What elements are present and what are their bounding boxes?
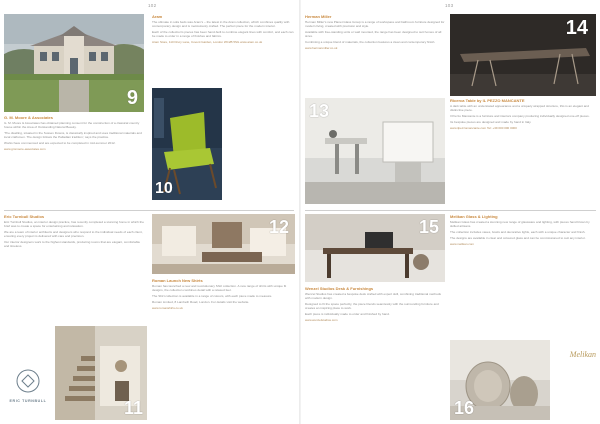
article-contact[interactable]: www.wenzelstudios.com [305, 317, 338, 322]
article-paragraph: Roman has launched a new and revolutionary Shirt collection. A new range of shirts with unique fit designs, the collection combines detail with a relaxed feel. [152, 284, 287, 293]
article-paragraph: Designed to fit the space perfectly, the piece blends seamlessly with the surrounding furniture and creates an inspiring place to work. [305, 302, 439, 311]
article-paragraph: The designs are available in clear and coloured glass and can be commissioned to suit any interior. [450, 235, 586, 240]
image-number: 12 [268, 217, 289, 237]
divider [305, 210, 596, 211]
romeo-article [152, 278, 295, 360]
article-title: Aram [152, 14, 163, 19]
article-paragraph: The Shirt collection is available in a range of colours, with each piece made to measure. [152, 294, 273, 299]
article-paragraph: A dark table with an understated appearance and a uniquely wrapped structure, this is an elegant and distinctive piece. [450, 104, 589, 113]
article-contact[interactable]: www.ilpezzomancante.com Tel: +39 000 000 0000 [450, 125, 517, 130]
image-number: 11 [123, 398, 143, 418]
ghezzi-article [450, 98, 596, 204]
image-number: 16 [454, 398, 475, 418]
stairs-photo [55, 326, 147, 420]
aram-article [152, 14, 294, 86]
article-paragraph: Its bespoke pieces are designed and made by hand in Italy. [450, 119, 532, 124]
article-title: Melikan Glass & Lighting [450, 214, 498, 219]
article-paragraph: Wenzel Studios has created a bespoke desk crafted with expert skill, combining traditional methods with modern design. [305, 292, 441, 301]
glass-photo [450, 340, 550, 420]
article-paragraph: The ultimate in sofa beds was Aram's – the latest in the Aram collection, which combines quality with contemporary design and is meticulously crafted. The perfect piece for the modern interior. [152, 20, 290, 29]
logo-text: ERIC TURNBULL [9, 399, 47, 403]
article-contact[interactable]: www.romanshirts.co.uk [152, 305, 183, 310]
image-number: 13 [309, 101, 330, 121]
ericturnbull-logo [4, 368, 52, 418]
melikan-logo: Melikan [569, 350, 596, 359]
right-page-number: 103 [445, 3, 454, 8]
melikan-article [450, 214, 596, 334]
ericturnbull-article [4, 214, 146, 326]
wenzel-article [305, 286, 445, 420]
article-paragraph: The collection includes vases, bowls and decorative lights, each with a unique character and finish. [450, 230, 586, 235]
article-contact[interactable]: www.gmmoore-associates.com [4, 146, 46, 151]
fermanmiller-article [305, 14, 445, 96]
page-gutter [299, 0, 301, 424]
house-illustration [4, 14, 144, 112]
article-paragraph: Each piece is individually made to order and finished by hand. [305, 312, 390, 317]
article-paragraph: 'The dwelling, situated in the Sussex Downs, is classically inspired and uses traditional materials and local craftsmen. The design follows the Palladian tradition,' says the practice. [4, 131, 142, 140]
article-contact[interactable]: www.melikan.com [450, 241, 475, 246]
ericturnbull-emblem-icon [15, 368, 41, 394]
desk-photo [305, 214, 445, 282]
article-title: Roman Launch New Shirts [152, 278, 203, 283]
divider [4, 210, 294, 211]
article-paragraph: Available with free-standing units or wall mounted, the range has been designed to suit homes of all sizes. [305, 30, 442, 39]
article-paragraph: Herman Miller's new Planet Glass Group is a range of workspace and bathroom furniture designed for modern living, created with precision and style. [305, 20, 445, 29]
article-title: G. M. Moore & Associates [4, 115, 53, 120]
article-title: Herman Miller [305, 14, 332, 19]
gmmoore-article [4, 115, 146, 207]
table-photo [450, 14, 596, 96]
article-paragraph: Eric Turnbull Studios, an interior design practice, has recently completed a stunning home in which the brief was to create a space for entertaining and relaxation. [4, 220, 144, 229]
article-paragraph: Our interior designers work to the highest standards, producing rooms that are elegant, comfortable and timeless. [4, 240, 141, 249]
chair-photo [152, 88, 222, 200]
interior-photo [152, 214, 295, 274]
article-paragraph: Melikan Glass has created a stunning new range of glassware and lighting, with pieces hand blown by skilled artisans. [450, 220, 590, 229]
image-number: 9 [126, 87, 138, 109]
article-paragraph: Il Pezzo Mancante is a furniture and interiors company producing individually designed one-off pieces. [450, 114, 590, 119]
article-paragraph: We are a team of interior architects and designers who respond to the individual needs of each client, ensuring every project is delivered with care and precision. [4, 230, 143, 239]
image-number: 15 [418, 217, 439, 237]
article-title: Ricerca Table by IL PEZZO MANCANTE [450, 98, 525, 103]
image-number: 10 [155, 180, 173, 197]
article-paragraph: Roman Limited, 8 Lambeth Road, London. For details visit the website. [152, 299, 250, 304]
article-title: Wenzel Studios Desk & Furnishings [305, 286, 374, 291]
article-paragraph: Each of the collection's pieces has been hand-built to combine elegant lines with comfort, and each can be made to order in a range of finishes and fabrics. [152, 30, 294, 39]
bathroom-photo [305, 98, 445, 204]
left-page-number: 102 [148, 3, 157, 8]
article-paragraph: Combining a unique blend of materials, the collection features a clean and contemporary finish. [305, 40, 436, 45]
house-photo [4, 14, 144, 112]
article-contact[interactable]: www.hermanmiller.co.uk [305, 45, 338, 50]
image-number: 14 [565, 17, 588, 39]
article-title: Eric Turnbull Studios [4, 214, 45, 219]
article-paragraph: G. M. Moore & Associates has obtained planning consent for the construction of a classical country house within the Area of Outstanding Natural Beauty. [4, 121, 140, 130]
article-contact[interactable]: Aram Store, 110 Drury Lane, Covent Garden, London WC2B 5SG www.aram.co.uk [152, 40, 263, 45]
article-paragraph: Works have commenced and are expected to be completed in mid-summer 2012. [4, 141, 116, 146]
